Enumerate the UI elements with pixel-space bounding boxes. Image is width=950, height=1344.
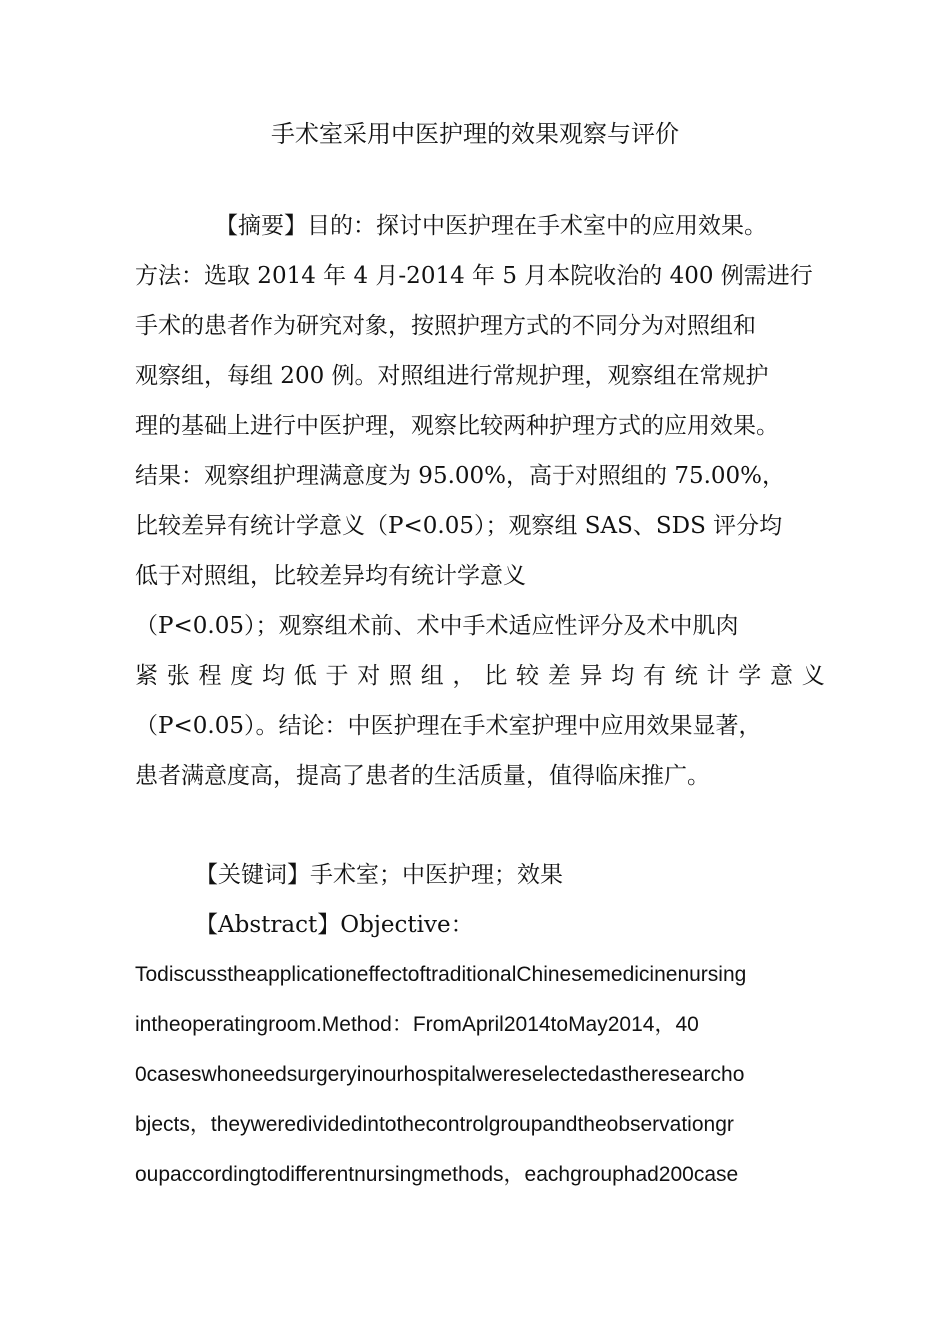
justified-char: ，: [452, 663, 476, 689]
keywords-line: 【关键词】手术室；中医护理；效果: [195, 862, 563, 888]
justified-char: 计: [706, 663, 730, 689]
abstract-en-line: intheoperatingroom.Method：FromApril2014toMay2014，40: [135, 1013, 699, 1036]
abstract-cn-line: （P<0.05）。结论：中医护理在手术室护理中应用效果显著，: [135, 713, 762, 739]
abstract-en-heading: 【Abstract】Objective：: [195, 912, 474, 938]
justified-char: 义: [801, 663, 825, 689]
justified-char: 低: [293, 663, 317, 689]
abstract-en-line: oupaccordingtodifferentnursingmethods，eachgrouphad200case: [135, 1163, 739, 1186]
abstract-en-line: 0caseswhoneedsurgeryinourhospitalwereselectedastheresearcho: [135, 1063, 745, 1086]
abstract-cn-line: 结果：观察组护理满意度为 95.00%，高于对照组的 75.00%，: [135, 463, 786, 489]
justified-char: 有: [643, 663, 666, 689]
justified-char: 程: [198, 663, 222, 689]
abstract-cn-line: 患者满意度高，提高了患者的生活质量，值得临床推广。: [135, 763, 710, 789]
abstract-en-line: TodiscusstheapplicationeffectoftraditionalChinesemedicinenursing: [135, 963, 747, 986]
justified-char: 组: [420, 663, 444, 689]
justified-char: 于: [325, 663, 349, 689]
justified-char: 学: [738, 663, 762, 689]
abstract-cn-line: 【摘要】目的：探讨中医护理在手术室中的应用效果。: [215, 213, 767, 239]
justified-char: 紧: [135, 663, 158, 689]
abstract-cn-line: （P<0.05）；观察组术前、术中手术适应性评分及术中肌肉: [135, 613, 739, 639]
abstract-cn-line: 手术的患者作为研究对象，按照护理方式的不同分为对照组和: [135, 313, 756, 339]
justified-char: 较: [516, 663, 539, 689]
abstract-en-line: bjects，theyweredividedintothecontrolgroupandtheobservationgr: [135, 1113, 734, 1136]
abstract-cn-line-justified: [135, 656, 825, 696]
justified-char: 均: [611, 663, 635, 689]
abstract-cn-line: 低于对照组，比较差异均有统计学意义: [135, 563, 526, 589]
abstract-cn-line: 方法：选取 2014 年 4 月-2014 年 5 月本院收治的 400 例需进行: [135, 263, 813, 289]
justified-char: 张: [166, 663, 190, 689]
justified-char: 意: [770, 663, 793, 689]
justified-char: 对: [357, 663, 381, 689]
abstract-cn-line: 比较差异有统计学意义（P<0.05）；观察组 SAS、SDS 评分均: [135, 513, 783, 539]
justified-char: 异: [579, 663, 603, 689]
abstract-cn-line: 观察组，每组 200 例。对照组进行常规护理，观察组在常规护: [135, 363, 769, 389]
abstract-cn-line: 理的基础上进行中医护理，观察比较两种护理方式的应用效果。: [135, 413, 779, 439]
page-title: 手术室采用中医护理的效果观察与评价: [271, 120, 679, 148]
justified-char: 度: [230, 663, 254, 689]
justified-char: 均: [262, 663, 285, 689]
justified-char: 统: [674, 663, 698, 689]
justified-char: 比: [484, 663, 508, 689]
justified-char: 照: [389, 663, 412, 689]
justified-char: 差: [547, 663, 571, 689]
